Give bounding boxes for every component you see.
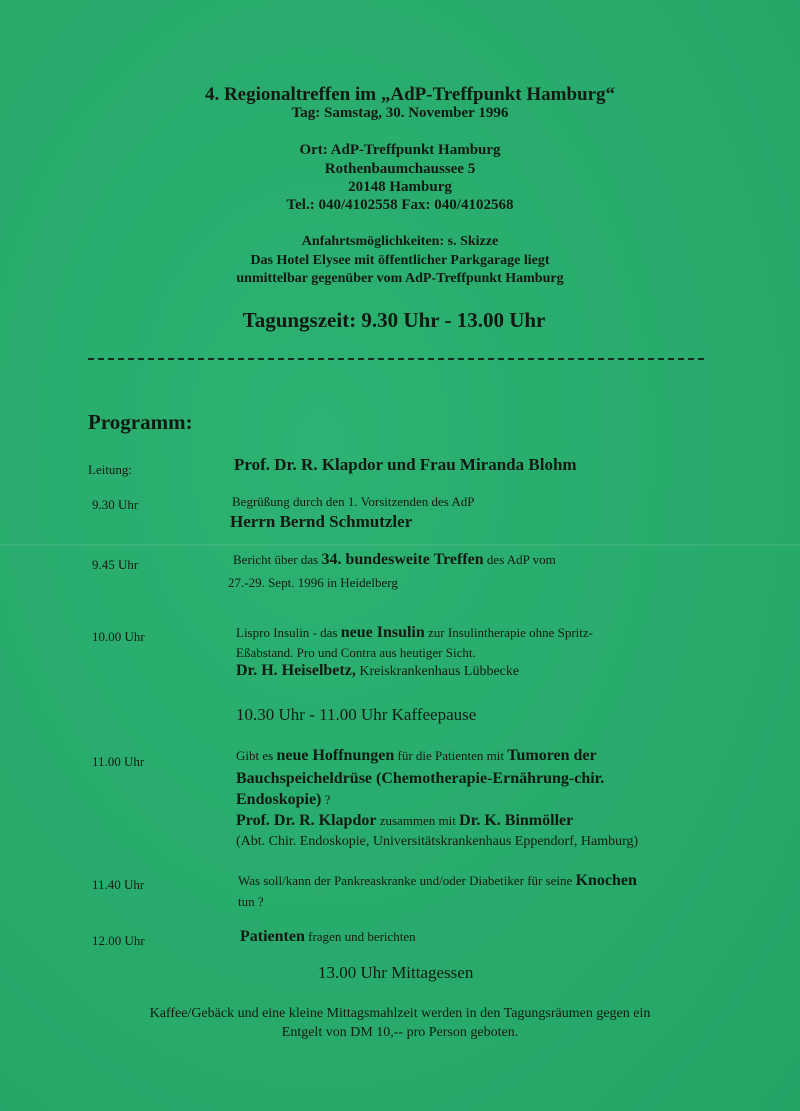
program-time: 9.30 Uhr (92, 497, 139, 512)
program-speaker-line: Prof. Dr. R. Klapdor zusammen mit Dr. K. Binmöller (236, 812, 574, 829)
program-speaker: Herrn Bernd Schmutzler (230, 512, 413, 531)
program-text: Bericht über das 34. bundesweite Treffen des AdP vom (233, 551, 556, 568)
program-speaker: Dr. K. Binmöller (459, 812, 574, 829)
location-city: 20148 Hamburg (348, 179, 452, 195)
event-date: Tag: Samstag, 30. November 1996 (291, 105, 509, 121)
program-highlight: neue Hoffnungen (276, 747, 395, 764)
program-time: 11.40 Uhr (92, 877, 145, 892)
location-phone-fax: Tel.: 040/4102558 Fax: 040/4102568 (286, 197, 514, 213)
program-time: 12.00 Uhr (92, 933, 145, 948)
program-time: 10.00 Uhr (92, 629, 145, 644)
program-text: tun ? (238, 894, 264, 909)
program-highlight: Tumoren der (507, 747, 597, 764)
meeting-time: Tagungszeit: 9.30 Uhr - 13.00 Uhr (242, 308, 546, 332)
program-time: 11.00 Uhr (92, 754, 145, 769)
program-text: Lispro Insulin - das neue Insulin zur Insulintherapie ohne Spritz- (236, 624, 593, 641)
location-street: Rothenbaumchaussee 5 (324, 161, 476, 177)
lunch: 13.00 Uhr Mittagessen (318, 963, 474, 982)
program-speaker: Prof. Dr. R. Klapdor (236, 812, 377, 829)
program-highlight: 34. bundesweite Treffen (321, 551, 484, 568)
directions-line-3: unmittelbar gegenüber vom AdP-Treffpunkt Hamburg (236, 271, 564, 286)
program-speaker-line: Dr. H. Heiselbetz, Kreiskrankenhaus Lübbecke (236, 662, 520, 679)
program-time: 9.45 Uhr (92, 557, 139, 572)
footer-line-2: Entgelt von DM 10,-- pro Person geboten. (281, 1025, 519, 1040)
program-highlight: Patienten (240, 928, 305, 945)
program-affiliation: (Abt. Chir. Endoskopie, Universitätskrankenhaus Eppendorf, Hamburg) (236, 834, 639, 849)
program-text: 27.-29. Sept. 1996 in Heidelberg (228, 575, 398, 590)
footer-line-1: Kaffee/Gebäck und eine kleine Mittagsmahlzeit werden in den Tagungsräumen gegen ein (149, 1006, 651, 1021)
program-text: Patienten fragen und berichten (240, 928, 416, 945)
directions-line-1: Anfahrtsmöglichkeiten: s. Skizze (301, 234, 499, 249)
program-highlight: neue Insulin (340, 624, 425, 641)
leitung-names: Prof. Dr. R. Klapdor und Frau Miranda Blohm (234, 455, 577, 474)
program-speaker: Dr. H. Heiselbetz, (236, 662, 356, 679)
program-highlight: Bauchspeicheldrüse (Chemotherapie-Ernährung-chir. (236, 770, 605, 787)
program-heading: Programm: (88, 410, 193, 434)
paper-fold-line (0, 544, 800, 546)
program-text: Eßabstand. Pro und Contra aus heutiger Sicht. (236, 645, 476, 660)
program-text: Endoskopie) ? (236, 791, 331, 808)
leitung-label: Leitung: (88, 462, 133, 477)
program-highlight: Knochen (575, 872, 637, 889)
program-text: Gibt es neue Hoffnungen für die Patienten mit Tumoren der (236, 747, 597, 764)
coffee-break: 10.30 Uhr - 11.00 Uhr Kaffeepause (236, 705, 477, 724)
directions-line-2: Das Hotel Elysee mit öffentlicher Parkgarage liegt (250, 253, 550, 268)
program-text: Begrüßung durch den 1. Vorsitzenden des AdP (232, 494, 475, 509)
program-text: Was soll/kann der Pankreaskranke und/oder Diabetiker für seine Knochen (238, 872, 637, 889)
dashed-divider (88, 358, 704, 360)
event-title: 4. Regionaltreffen im „AdP-Treffpunkt Hamburg“ (204, 84, 616, 105)
location-line: Ort: AdP-Treffpunkt Hamburg (299, 142, 501, 158)
